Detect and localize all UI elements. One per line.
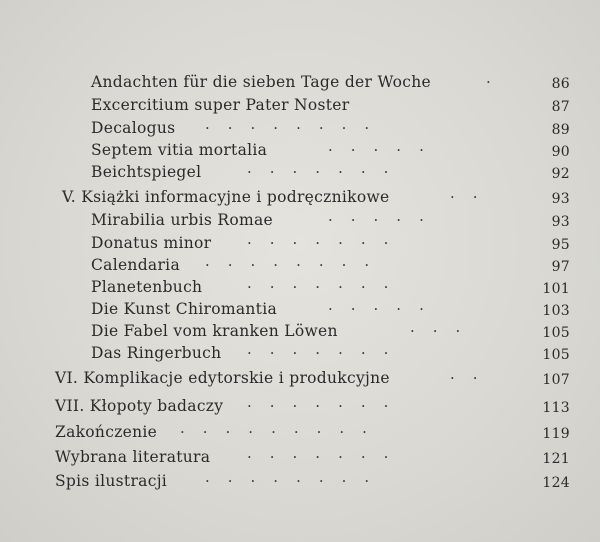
toc-entry-page: 107 [542, 372, 570, 388]
toc-entry-page: 105 [542, 325, 570, 341]
toc-entry-page: 105 [542, 347, 570, 363]
toc-entry-page: 93 [551, 214, 570, 230]
toc-entry-title: V. Książki informacyjne i podręcznikowe [62, 188, 390, 206]
leader-dots: · [486, 73, 509, 91]
toc-entry-title: Donatus minor [91, 234, 212, 252]
leader-dots: ······· [247, 397, 407, 415]
leader-dots: ·· [450, 369, 496, 387]
toc-entry-title: Mirabilia urbis Romae [91, 211, 274, 229]
toc-entry-title: Planetenbuch [91, 278, 203, 296]
toc-entry-title: VI. Komplikacje edytorskie i produkcyjne [55, 369, 390, 387]
toc-entry-page: 97 [551, 259, 570, 275]
toc-entry [0, 139, 600, 161]
toc-entry-title: Wybrana literatura [55, 448, 211, 466]
leader-dots: ··· [410, 322, 479, 340]
toc-entry-title: Zakończenie [55, 423, 158, 441]
toc-entry-title: Beichtspiegel [91, 163, 202, 181]
toc-entry-page: 92 [551, 166, 570, 182]
toc-entry [0, 421, 600, 443]
leader-dots: ······· [247, 344, 407, 362]
leader-dots: ········ [205, 119, 388, 137]
toc-entry [0, 320, 600, 342]
leader-dots: ········· [180, 423, 385, 441]
toc-entry [0, 367, 600, 389]
toc-entry [0, 298, 600, 320]
toc-entry-title: Septem vitia mortalia [91, 141, 268, 159]
toc-entry-page: 113 [542, 400, 570, 416]
toc-entry [0, 395, 600, 417]
leader-dots: ····· [328, 141, 442, 159]
leader-dots: ········ [205, 256, 388, 274]
toc-entry [0, 232, 600, 254]
toc-entry-title: Die Fabel vom kranken Löwen [91, 322, 338, 340]
toc-entry-page: 124 [542, 475, 570, 491]
toc-entry [0, 94, 600, 116]
toc-entry-page: 103 [542, 303, 570, 319]
leader-dots: ······· [247, 163, 407, 181]
toc-entry [0, 186, 600, 208]
leader-dots: ······· [247, 234, 407, 252]
toc-entry [0, 470, 600, 492]
toc-entry [0, 209, 600, 231]
toc-entry [0, 71, 600, 93]
toc-entry-title: VII. Kłopoty badaczy [55, 397, 224, 415]
toc-entry-page: 119 [542, 426, 570, 442]
toc-entry-title: Calendaria [91, 256, 180, 274]
toc-entry [0, 446, 600, 468]
toc-entry [0, 276, 600, 298]
leader-dots: ······· [247, 278, 407, 296]
toc-entry [0, 117, 600, 139]
leader-dots: ·· [450, 188, 496, 206]
leader-dots: ····· [328, 211, 442, 229]
leader-dots: ····· [328, 300, 442, 318]
toc-entry-title: Andachten für die sieben Tage der Woche [91, 73, 432, 91]
toc-entry [0, 254, 600, 276]
toc-entry [0, 342, 600, 364]
toc-entry-page: 95 [551, 237, 570, 253]
toc-entry-page: 93 [551, 191, 570, 207]
toc-entry-title: Die Kunst Chiromantia [91, 300, 277, 318]
toc-entry-page: 89 [551, 122, 570, 138]
toc-entry-page: 86 [551, 76, 570, 92]
toc-entry-page: 121 [542, 451, 570, 467]
toc-entry [0, 161, 600, 183]
toc-entry-page: 90 [551, 144, 570, 160]
toc-entry-page: 87 [551, 99, 570, 115]
toc-entry-title: Decalogus [91, 119, 176, 137]
toc-entry-title: Spis ilustracji [55, 472, 168, 490]
toc-entry-title: Excercitium super Pater Noster [91, 96, 350, 114]
leader-dots: ········ [205, 472, 388, 490]
leader-dots: ······· [247, 448, 407, 466]
toc-entry-page: 101 [542, 281, 570, 297]
toc-entry-title: Das Ringerbuch [91, 344, 222, 362]
